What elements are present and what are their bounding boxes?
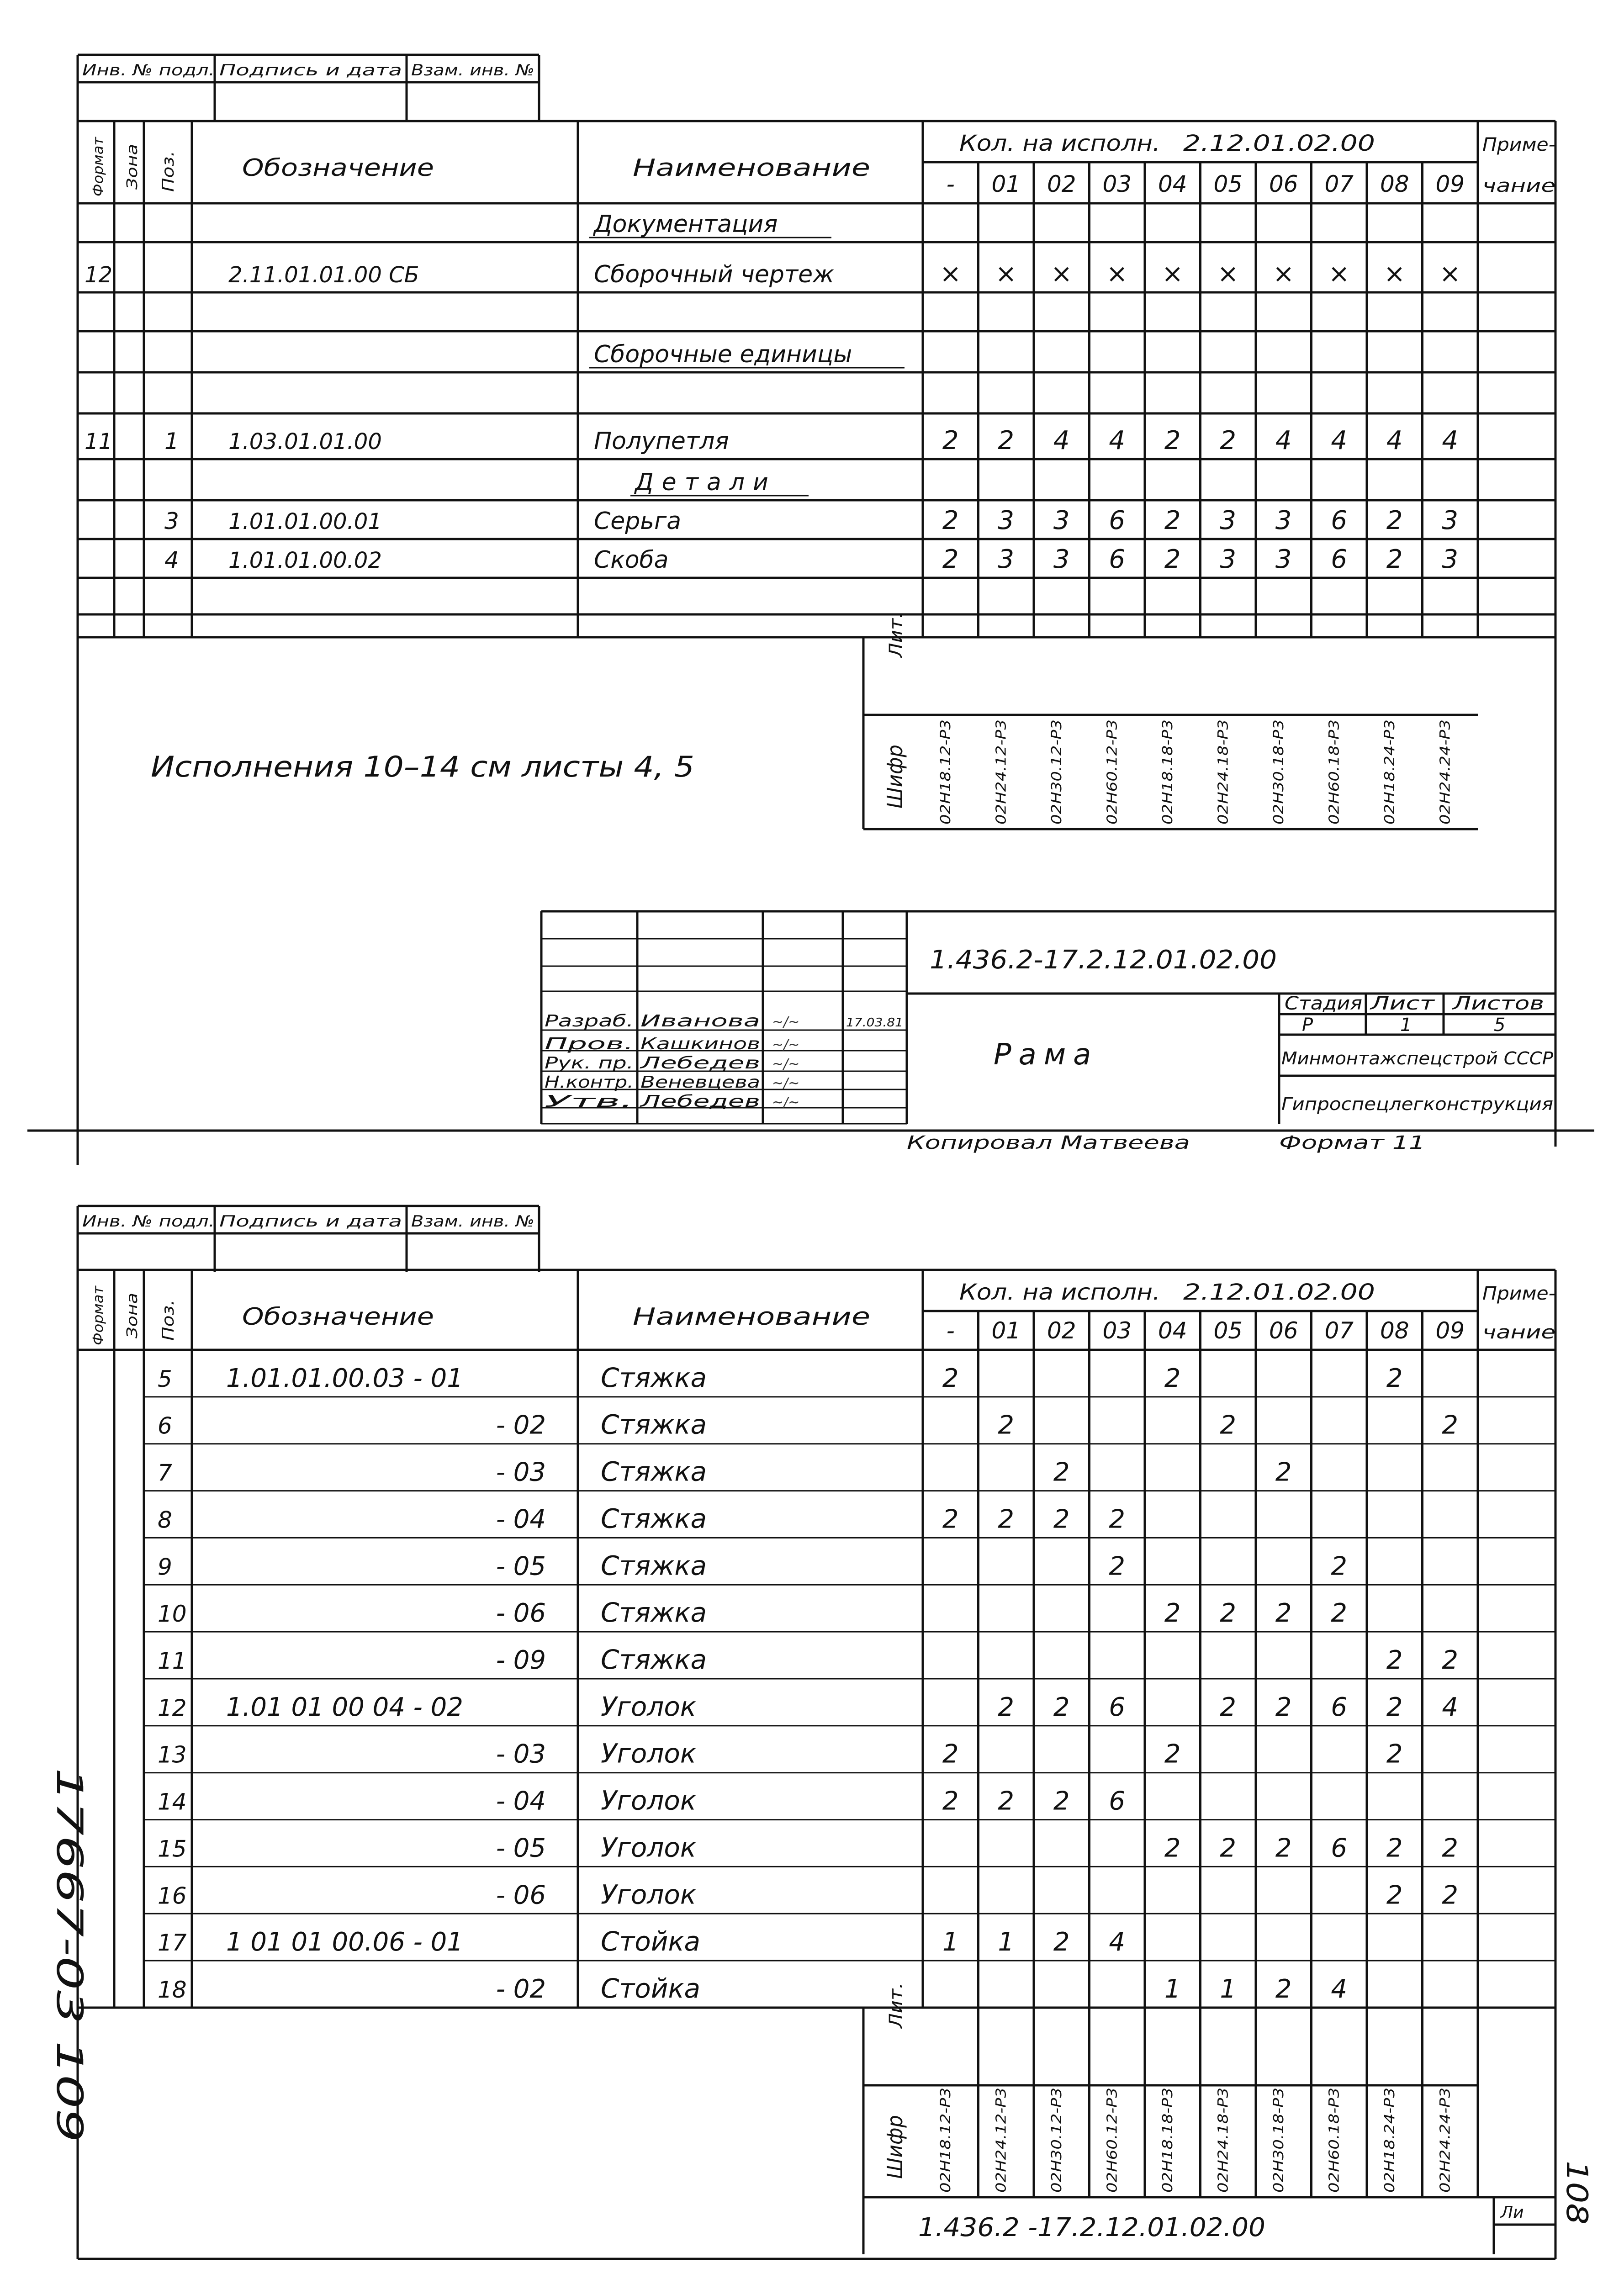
signature-name: Лебедев: [639, 1092, 760, 1111]
row-qty: 2: [942, 506, 959, 535]
row-qty: 2: [942, 426, 959, 455]
row-pos: 11: [158, 1648, 187, 1674]
row-designation: - 02: [496, 1974, 546, 2004]
section-title: Сборочные единицы: [594, 341, 852, 368]
row-qty: 2: [1275, 1833, 1292, 1863]
row-qty: 2: [1331, 1598, 1348, 1628]
row-qty: 3: [998, 506, 1015, 535]
row-name: Уголок: [601, 1879, 696, 1910]
header-zone: Зона: [123, 1301, 141, 1338]
signature-name: Иванова: [640, 1012, 760, 1031]
header-note-bottom: чание: [1482, 175, 1555, 196]
row-qty: ×: [1162, 259, 1184, 289]
row-pos: 13: [158, 1741, 187, 1768]
row-qty: 2: [1053, 1927, 1070, 1957]
row-qty: 2: [1053, 1504, 1070, 1534]
row-qty: 2: [998, 1504, 1015, 1534]
row-qty: 2: [1386, 1692, 1403, 1722]
header-variant-9: 09: [1435, 171, 1465, 197]
row-qty: 2: [1275, 1598, 1292, 1628]
row-designation: 1.01 01 00 04 - 02: [226, 1692, 463, 1722]
row-qty: 2: [1275, 1974, 1292, 2004]
cipher-code: 02Н30.12-Р3: [1049, 735, 1065, 825]
stage-label: Стадия: [1285, 993, 1362, 1014]
row-qty: 2: [1386, 1833, 1403, 1863]
cipher-code: 02Н24.12-Р3: [993, 2104, 1010, 2193]
row-qty: 6: [1109, 1786, 1126, 1816]
row-qty: 3: [1220, 506, 1237, 535]
header-note-bottom: чание: [1482, 1322, 1555, 1343]
row-format: 12: [85, 262, 113, 288]
header-designation: Обозначение: [242, 154, 434, 182]
cipher-code: 02Н18.24-Р3: [1382, 2104, 1398, 2193]
row-qty: 2: [942, 1739, 959, 1769]
header-qty-title: Кол. на исполн.: [959, 1279, 1160, 1305]
row-qty: 2: [1053, 1786, 1070, 1816]
header-variant-0: -: [946, 171, 955, 197]
signature-role: Пров.: [545, 1035, 634, 1053]
row-pos: 12: [158, 1694, 187, 1721]
row-qty: 2: [1220, 1410, 1237, 1440]
row-pos: 1: [164, 428, 179, 455]
header-name: Наименование: [633, 154, 870, 182]
row-qty: 2: [1220, 1833, 1237, 1863]
row-qty: 2: [1164, 1598, 1181, 1628]
row-qty: 2: [1386, 1880, 1403, 1910]
row-pos: 3: [164, 508, 179, 534]
row-qty: 3: [998, 545, 1015, 574]
row-designation: - 06: [496, 1598, 546, 1628]
header-variant-1: 01: [991, 1317, 1021, 1344]
cipher-code: 02Н60.18-Р3: [1326, 735, 1343, 825]
row-designation: - 09: [496, 1645, 546, 1675]
row-name: Сборочный чертеж: [594, 261, 834, 288]
header-qty-title: Кол. на исполн.: [959, 131, 1160, 156]
header-variant-7: 07: [1324, 1317, 1354, 1344]
header-variant-9: 09: [1435, 1317, 1465, 1344]
header-variant-2: 02: [1047, 1317, 1076, 1344]
row-qty: 2: [998, 1786, 1015, 1816]
row-name: Уголок: [601, 1738, 696, 1769]
row-qty: 3: [1053, 545, 1070, 574]
row-qty: 2: [1275, 1457, 1292, 1487]
row-qty: 4: [1331, 426, 1348, 455]
row-qty: ×: [1273, 259, 1295, 289]
cipher-code: 02Н24.24-Р3: [1437, 735, 1454, 825]
header-variant-1: 01: [991, 171, 1021, 197]
organization-ministry: Минмонтажспецстрой СССР: [1281, 1048, 1554, 1068]
row-pos: 17: [158, 1930, 187, 1956]
row-pos: 14: [158, 1788, 187, 1815]
row-qty: 6: [1331, 1692, 1348, 1722]
row-pos: 16: [158, 1882, 187, 1909]
header-variant-4: 04: [1158, 1317, 1187, 1344]
row-qty: 3: [1275, 506, 1292, 535]
row-qty: 2: [942, 545, 959, 574]
sheet-label: Лист: [1369, 993, 1436, 1014]
signature-role: Рук. пр.: [545, 1054, 634, 1073]
row-qty: 2: [1442, 1880, 1459, 1910]
cipher-code: 02Н60.12-Р3: [1104, 735, 1121, 825]
cipher-code: 02Н24.12-Р3: [993, 735, 1010, 825]
header-variant-2: 02: [1047, 171, 1076, 197]
row-name: Стяжка: [601, 1597, 707, 1628]
signature-role: Н.контр.: [545, 1073, 634, 1092]
handwritten-signature: ~/~: [772, 1056, 800, 1072]
row-qty: 1: [998, 1927, 1015, 1957]
row-qty: 2: [1442, 1833, 1459, 1863]
header-qty-code: 2.12.01.02.00: [1183, 1279, 1375, 1305]
signature-name: Лебедев: [639, 1054, 760, 1073]
header-pos: Поз.: [159, 155, 178, 192]
row-name: Стойка: [601, 1973, 701, 2004]
row-pos: 10: [158, 1601, 187, 1628]
row-qty: 6: [1331, 545, 1348, 574]
row-name: Стяжка: [601, 1362, 707, 1393]
sheets-label: Листов: [1451, 993, 1544, 1014]
row-designation: - 05: [496, 1551, 546, 1581]
row-qty: 1: [1164, 1974, 1181, 2004]
row-designation: - 04: [496, 1786, 546, 1816]
row-qty: 2: [1386, 1363, 1403, 1393]
drawing-title: Рама: [994, 1038, 1099, 1072]
row-qty: 2: [998, 1410, 1015, 1440]
row-qty: 2: [1220, 426, 1237, 455]
row-qty: ×: [1439, 259, 1461, 289]
header-variant-4: 04: [1158, 171, 1187, 197]
cipher-code: 02Н30.18-Р3: [1271, 735, 1287, 825]
row-pos: 4: [164, 547, 179, 573]
row-qty: 6: [1109, 545, 1126, 574]
row-qty: 6: [1331, 1833, 1348, 1863]
stamp-header-0: Инв. № подл.: [82, 61, 215, 79]
cipher-code: 02Н30.18-Р3: [1271, 2104, 1287, 2193]
row-name: Стяжка: [601, 1503, 707, 1534]
row-qty: 2: [1164, 1363, 1181, 1393]
handwritten-signature: ~/~: [772, 1014, 800, 1030]
row-qty: 2: [1442, 1410, 1459, 1440]
row-qty: 4: [1109, 426, 1126, 455]
row-qty: 3: [1442, 545, 1459, 574]
row-qty: 2: [1164, 506, 1181, 535]
header-format: Формат: [90, 141, 106, 196]
row-pos: 9: [158, 1554, 172, 1581]
header-variant-5: 05: [1213, 1317, 1243, 1344]
header-variant-6: 06: [1269, 171, 1298, 197]
row-name: Стяжка: [601, 1550, 707, 1581]
stage-value: Р: [1302, 1015, 1313, 1036]
row-qty: 2: [1275, 1692, 1292, 1722]
row-qty: 4: [1386, 426, 1403, 455]
row-qty: 2: [1164, 426, 1181, 455]
row-qty: 2: [1331, 1551, 1348, 1581]
execution-note: Исполнения 10–14 см листы 4, 5: [151, 750, 694, 783]
header-variant-7: 07: [1324, 171, 1354, 197]
signature-name: Кашкинов: [640, 1035, 760, 1053]
row-pos: 5: [158, 1365, 172, 1392]
copied-by: Копировал Матвеева: [907, 1132, 1190, 1153]
cipher-label: Шифр: [883, 741, 907, 809]
row-pos: 7: [158, 1459, 172, 1486]
row-designation: - 06: [496, 1880, 546, 1910]
row-qty: 4: [1109, 1927, 1126, 1957]
header-zone: Зона: [123, 153, 141, 190]
row-qty: 1: [942, 1927, 959, 1957]
cipher-code: 02Н60.12-Р3: [1104, 2104, 1121, 2193]
stamp-header-1: Подпись и дата: [219, 1212, 402, 1231]
row-designation: 1.01.01.00.02: [228, 548, 382, 573]
row-designation: 2.11.01.01.00 СБ: [228, 262, 419, 288]
header-designation: Обозначение: [242, 1303, 434, 1331]
row-designation: - 05: [496, 1833, 546, 1863]
cipher-label: Шифр: [883, 2111, 907, 2179]
row-qty: 2: [1386, 506, 1403, 535]
row-qty: 2: [942, 1786, 959, 1816]
cipher-code: 02Н18.12-Р3: [938, 2104, 954, 2193]
row-name: Стойка: [601, 1926, 701, 1957]
row-qty: 2: [1164, 1833, 1181, 1863]
signature-date: 17.03.81: [846, 1016, 903, 1030]
row-name: Полупетля: [594, 428, 729, 455]
row-qty: 4: [1275, 426, 1292, 455]
row-qty: 6: [1331, 506, 1348, 535]
header-note-top: Приме-: [1482, 1283, 1555, 1304]
row-qty: 2: [1109, 1504, 1126, 1534]
row-qty: 2: [1442, 1645, 1459, 1675]
row-qty: ×: [995, 259, 1017, 289]
row-designation: - 03: [496, 1457, 546, 1487]
header-note-top: Приме-: [1482, 134, 1555, 155]
cipher-code: 02Н18.18-Р3: [1160, 735, 1176, 825]
row-name: Уголок: [601, 1785, 696, 1816]
page-number: 108: [1560, 2161, 1593, 2217]
row-name: Стяжка: [601, 1456, 707, 1487]
row-qty: 1: [1220, 1974, 1237, 2004]
header-variant-5: 05: [1213, 171, 1243, 197]
row-qty: 2: [998, 1692, 1015, 1722]
row-qty: 2: [1109, 1551, 1126, 1581]
row-qty: 2: [1164, 545, 1181, 574]
row-qty: ×: [1051, 259, 1073, 289]
row-qty: 2: [1053, 1457, 1070, 1487]
doc-number: 1.436.2 -17.2.12.01.02.00: [918, 2213, 1265, 2242]
row-qty: 3: [1442, 506, 1459, 535]
stamp-header-0: Инв. № подл.: [82, 1212, 215, 1231]
row-qty: ×: [1217, 259, 1239, 289]
cipher-code: 02Н30.12-Р3: [1049, 2104, 1065, 2193]
row-name: Скоба: [594, 546, 669, 574]
header-variant-3: 03: [1102, 171, 1132, 197]
row-pos: 6: [158, 1412, 172, 1439]
cipher-code: 02Н60.18-Р3: [1326, 2104, 1343, 2193]
row-designation: 1.01.01.00.03 - 01: [226, 1363, 463, 1393]
handwritten-signature: ~/~: [772, 1075, 800, 1091]
stamp-header-2: Взам. инв. №: [411, 61, 534, 79]
row-name: Уголок: [601, 1832, 696, 1863]
sheet-format: Формат 11: [1279, 1132, 1425, 1153]
row-qty: 4: [1331, 1974, 1348, 2004]
header-qty-code: 2.12.01.02.00: [1183, 131, 1375, 156]
row-designation: 1 01 01 00.06 - 01: [226, 1927, 463, 1957]
cipher-code: 02Н18.18-Р3: [1160, 2104, 1176, 2193]
header-variant-8: 08: [1380, 171, 1409, 197]
header-pos: Поз.: [159, 1304, 178, 1341]
row-qty: 3: [1053, 506, 1070, 535]
doc-number: 1.436.2-17.2.12.01.02.00: [930, 945, 1277, 975]
row-designation: 1.03.01.01.00: [228, 429, 382, 455]
signature-name: Веневцева: [640, 1073, 760, 1092]
row-designation: - 03: [496, 1739, 546, 1769]
row-designation: - 02: [496, 1410, 546, 1440]
header-variant-3: 03: [1102, 1317, 1132, 1344]
row-qty: 2: [1386, 545, 1403, 574]
margin-archive-number: 17667-03 109: [48, 1768, 90, 2019]
row-qty: 2: [1386, 1645, 1403, 1675]
signature-role: Утв.: [545, 1092, 634, 1111]
header-variant-8: 08: [1380, 1317, 1409, 1344]
row-qty: 2: [1164, 1739, 1181, 1769]
sheet-corner-label: Ли: [1501, 2203, 1524, 2222]
signature-role: Разраб.: [545, 1012, 634, 1031]
handwritten-signature: ~/~: [772, 1037, 800, 1053]
sheet-value: 1: [1400, 1015, 1412, 1036]
stamp-header-2: Взам. инв. №: [411, 1212, 534, 1231]
row-qty: 4: [1442, 1692, 1459, 1722]
lit-label: Лит.: [886, 1986, 907, 2028]
cipher-code: 02Н24.18-Р3: [1215, 735, 1232, 825]
row-qty: 6: [1109, 1692, 1126, 1722]
row-qty: 4: [1442, 426, 1459, 455]
row-qty: 4: [1053, 426, 1070, 455]
row-qty: ×: [940, 259, 962, 289]
row-name: Стяжка: [601, 1409, 707, 1440]
row-qty: 2: [998, 426, 1015, 455]
row-qty: 3: [1220, 545, 1237, 574]
row-qty: 2: [1220, 1598, 1237, 1628]
row-name: Уголок: [601, 1691, 696, 1722]
section-title: Детали: [635, 469, 777, 496]
handwritten-signature: ~/~: [772, 1094, 800, 1110]
sheets-value: 5: [1494, 1015, 1506, 1036]
cipher-code: 02Н18.24-Р3: [1382, 735, 1398, 825]
row-name: Серьга: [594, 508, 682, 535]
row-qty: 2: [1386, 1739, 1403, 1769]
row-qty: ×: [1384, 259, 1406, 289]
row-pos: 15: [158, 1835, 187, 1862]
header-variant-0: -: [946, 1317, 955, 1344]
row-qty: 6: [1109, 506, 1126, 535]
row-name: Стяжка: [601, 1644, 707, 1675]
header-format: Формат: [90, 1290, 106, 1345]
header-name: Наименование: [633, 1303, 870, 1331]
cipher-code: 02Н18.12-Р3: [938, 735, 954, 825]
row-designation: 1.01.01.00.01: [228, 509, 382, 534]
cipher-code: 02Н24.24-Р3: [1437, 2104, 1454, 2193]
stamp-header-1: Подпись и дата: [219, 61, 402, 79]
row-qty: 2: [942, 1363, 959, 1393]
row-qty: 3: [1275, 545, 1292, 574]
header-variant-6: 06: [1269, 1317, 1298, 1344]
section-title: Документация: [594, 211, 778, 238]
row-qty: 2: [1220, 1692, 1237, 1722]
row-qty: ×: [1328, 259, 1350, 289]
cipher-code: 02Н24.18-Р3: [1215, 2104, 1232, 2193]
row-qty: 2: [1053, 1692, 1070, 1722]
row-qty: ×: [1106, 259, 1128, 289]
row-qty: 2: [942, 1504, 959, 1534]
row-format: 11: [85, 429, 113, 455]
row-pos: 8: [158, 1507, 172, 1533]
organization-institute: Гипроспецлегконструкция: [1281, 1094, 1553, 1114]
row-designation: - 04: [496, 1504, 546, 1534]
row-pos: 18: [158, 1977, 187, 2003]
lit-label: Лит.: [886, 615, 907, 658]
